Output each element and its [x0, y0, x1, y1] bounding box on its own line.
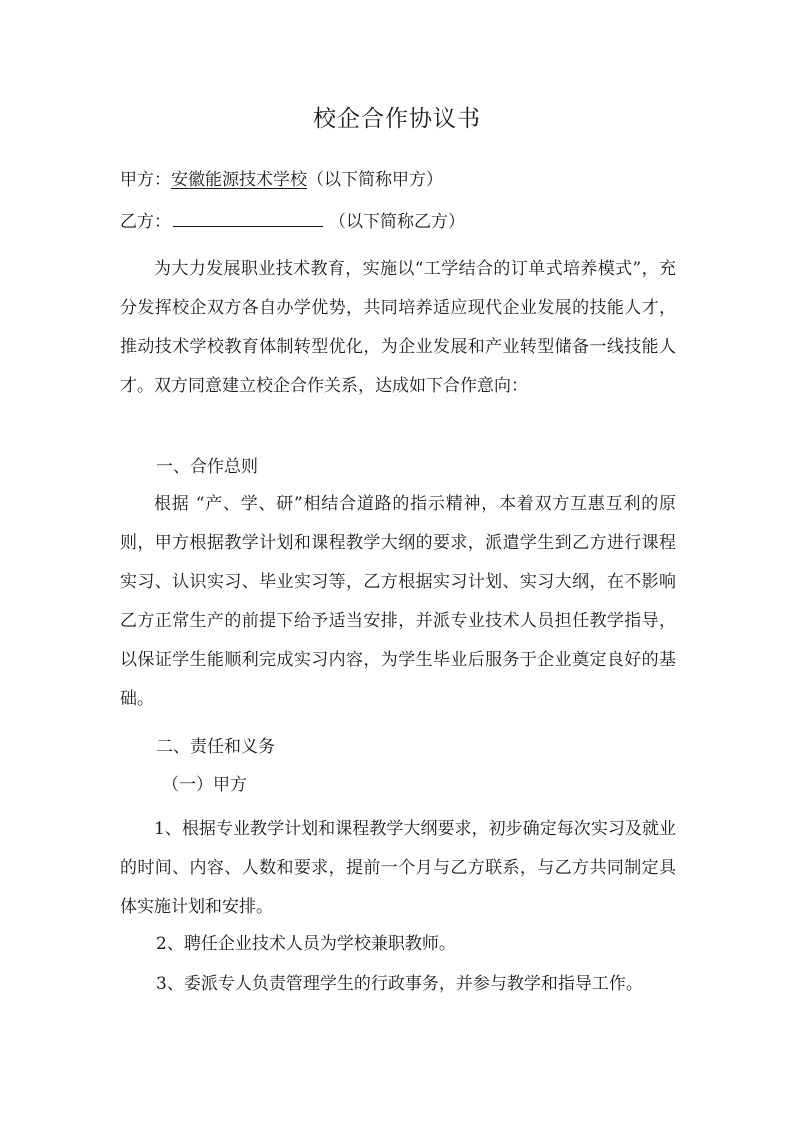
- party-b-label: 乙方：: [120, 212, 171, 232]
- party-a-name: 安徽能源技术学校: [171, 170, 307, 190]
- party-a-line: [120, 168, 443, 192]
- section1-heading: 一、合作总则: [156, 457, 258, 477]
- party-a-label: 甲方：: [120, 170, 171, 190]
- section2-subheading: （一）甲方: [162, 775, 247, 795]
- party-b-line: [120, 208, 465, 234]
- document-title: 校企合作协议书: [313, 106, 481, 132]
- list-item: 1、根据专业教学计划和课程教学大纲要求，初步确定每次实习及就业的时间、内容、人数和要求，提前一个月与乙方联系，与乙方共同制定具体实施计划和安排。: [120, 819, 676, 917]
- section1-body: 根据 “产、学、研”相结合道路的指示精神，本着双方互惠互利的原则，甲方根据教学计划和课程教学大纲的要求，派遣学生到乙方进行课程实习、认识实习、毕业实习等，乙方根据实习计划、实习大纲，在不影响乙方正常生产的前提下给予适当安排，并派专业技术人员担任教学指导，以保证学生能顺利完成实习内容，为学生毕业后服务于企业奠定良好的基础。: [120, 494, 676, 709]
- party-b-blank: [173, 208, 323, 227]
- party-a-note: （以下简称甲方）: [307, 170, 443, 190]
- section2-heading: 二、责任和义务: [156, 737, 275, 757]
- list-item: 2、聘任企业技术人员为学校兼职教师。: [156, 934, 456, 954]
- intro-paragraph: 为大力发展职业技术教育，实施以“工学结合的订单式培养模式”，充分发挥校企双方各自办学优势，共同培养适应现代企业发展的技能人才，推动技术学校教育体制转型优化，为企业发展和产业转型储备一线技能人才。双方同意建立校企合作关系，达成如下合作意向：: [120, 259, 676, 396]
- party-b-note: （以下简称乙方）: [329, 212, 465, 232]
- list-item: 3、委派专人负责管理学生的行政事务，并参与教学和指导工作。: [156, 974, 643, 994]
